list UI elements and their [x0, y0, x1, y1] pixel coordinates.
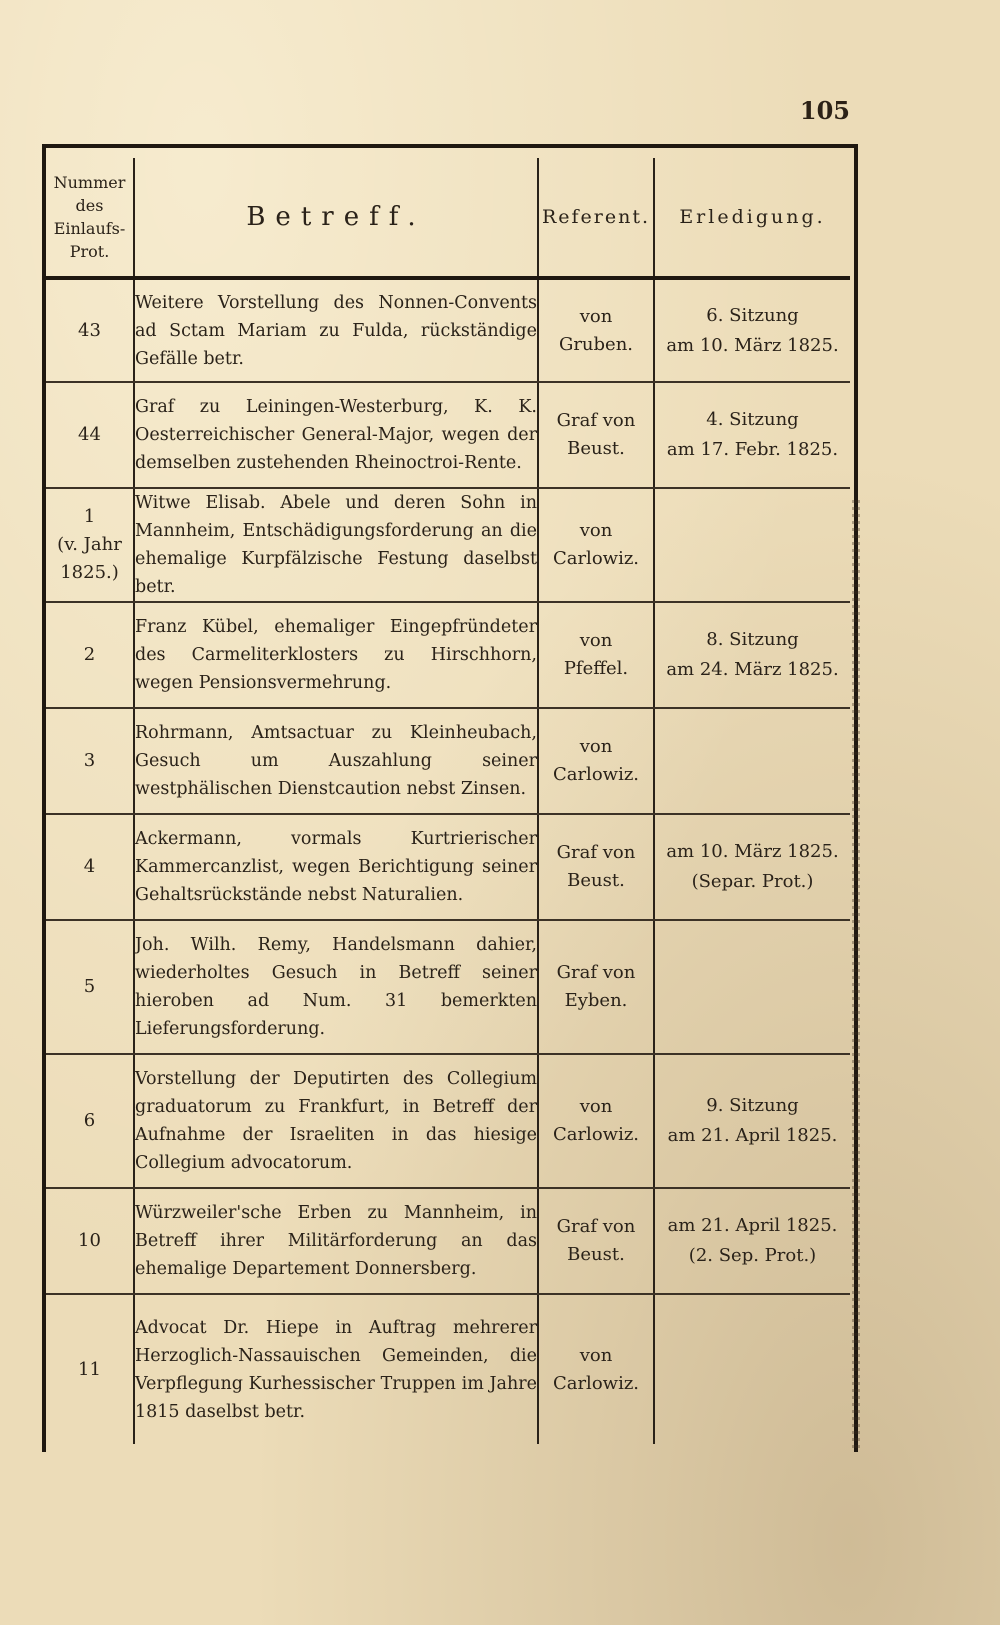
row-number: 10 — [46, 1188, 134, 1294]
row-subject: Franz Kübel, ehemaliger Eingepfründeter des Carmeliterklosters zu Hirschhorn, wegen Pensionsvermehrung. — [134, 602, 538, 708]
row-number: 2 — [46, 602, 134, 708]
row-referent: von Carlowiz. — [538, 488, 654, 602]
table-row — [46, 1188, 850, 1294]
page-number: 105 — [799, 96, 850, 125]
row-subject: Joh. Wilh. Remy, Handelsmann dahier, wiederholtes Gesuch in Betreff seiner hieroben ad Num. 31 bemerkten Lieferungsforderung. — [134, 920, 538, 1054]
ledger-table-frame — [42, 144, 858, 1452]
table-row — [46, 814, 850, 920]
row-erledigung: 8. Sitzung am 24. März 1825. — [654, 602, 850, 708]
header-betreff: Betreff. — [134, 158, 538, 278]
table-row — [46, 1294, 850, 1444]
header-nummer: Nummer des Einlaufs- Prot. — [46, 158, 134, 278]
header-row — [46, 158, 850, 278]
row-erledigung — [654, 708, 850, 814]
row-erledigung — [654, 1294, 850, 1444]
table-row — [46, 488, 850, 602]
row-erledigung — [654, 920, 850, 1054]
table-row — [46, 1054, 850, 1188]
table-row — [46, 602, 850, 708]
row-number: 11 — [46, 1294, 134, 1444]
row-referent: von Gruben. — [538, 278, 654, 382]
row-number: 43 — [46, 278, 134, 382]
row-subject: Würzweiler'sche Erben zu Mannheim, in Betreff ihrer Militärforderung an das ehemalige Departement Donnersberg. — [134, 1188, 538, 1294]
row-erledigung: 6. Sitzung am 10. März 1825. — [654, 278, 850, 382]
bleed-through-rule — [852, 500, 860, 1450]
row-erledigung: am 21. April 1825. (2. Sep. Prot.) — [654, 1188, 850, 1294]
row-subject: Advocat Dr. Hiepe in Auftrag mehrerer Herzoglich-Nassauischen Gemeinden, die Verpflegung Kurhessischer Truppen im Jahre 1815 daselbst betr. — [134, 1294, 538, 1444]
row-subject: Ackermann, vormals Kurtrierischer Kammercanzlist, wegen Berichtigung seiner Gehaltsrückstände nebst Naturalien. — [134, 814, 538, 920]
row-subject: Graf zu Leiningen-Westerburg, K. K. Oesterreichischer General-Major, wegen der demselben zustehenden Rheinoctroi-Rente. — [134, 382, 538, 488]
row-referent: von Carlowiz. — [538, 1054, 654, 1188]
row-referent: Graf von Beust. — [538, 814, 654, 920]
row-number: 3 — [46, 708, 134, 814]
row-referent: Graf von Beust. — [538, 1188, 654, 1294]
row-number: 5 — [46, 920, 134, 1054]
ledger-table — [46, 158, 850, 1444]
row-referent: Graf von Beust. — [538, 382, 654, 488]
row-number: 4 — [46, 814, 134, 920]
header-referent: Referent. — [538, 158, 654, 278]
row-erledigung: 4. Sitzung am 17. Febr. 1825. — [654, 382, 850, 488]
table-row — [46, 382, 850, 488]
row-referent: von Carlowiz. — [538, 708, 654, 814]
row-erledigung — [654, 488, 850, 602]
row-number: 44 — [46, 382, 134, 488]
row-number: 6 — [46, 1054, 134, 1188]
row-erledigung: 9. Sitzung am 21. April 1825. — [654, 1054, 850, 1188]
table-row — [46, 278, 850, 382]
table-row — [46, 708, 850, 814]
row-erledigung: am 10. März 1825. (Separ. Prot.) — [654, 814, 850, 920]
table-row — [46, 920, 850, 1054]
row-referent: von Pfeffel. — [538, 602, 654, 708]
row-subject: Witwe Elisab. Abele und deren Sohn in Mannheim, Entschädigungsforderung an die ehemalige Kurpfälzische Festung daselbst betr. — [134, 488, 538, 602]
row-subject: Weitere Vorstellung des Nonnen-Convents ad Sctam Mariam zu Fulda, rückständige Gefälle betr. — [134, 278, 538, 382]
header-erledigung: Erledigung. — [654, 158, 850, 278]
row-referent: von Carlowiz. — [538, 1294, 654, 1444]
row-subject: Rohrmann, Amtsactuar zu Kleinheubach, Gesuch um Auszahlung seiner westphälischen Dienstcaution nebst Zinsen. — [134, 708, 538, 814]
row-number: 1 (v. Jahr 1825.) — [46, 488, 134, 602]
row-referent: Graf von Eyben. — [538, 920, 654, 1054]
row-subject: Vorstellung der Deputirten des Collegium graduatorum zu Frankfurt, in Betreff der Aufnahme der Israeliten in das hiesige Collegium advocatorum. — [134, 1054, 538, 1188]
